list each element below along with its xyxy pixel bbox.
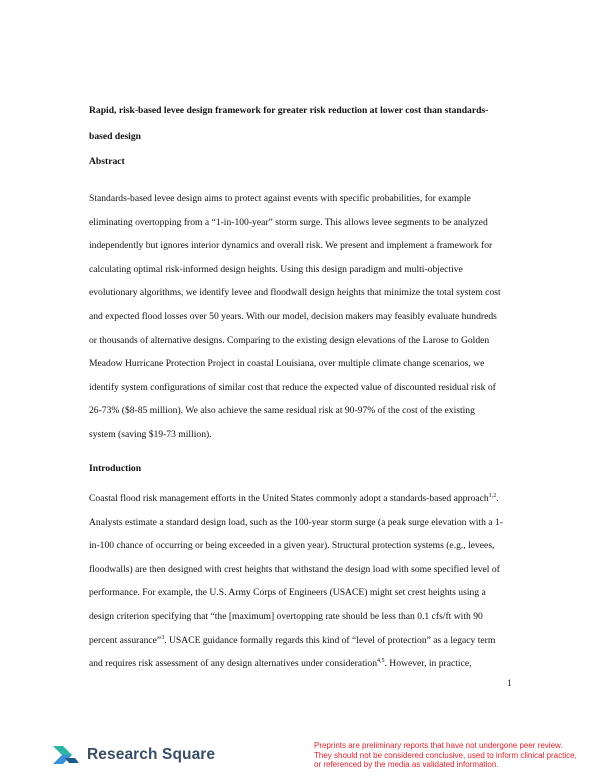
citation-superscript: 1,2 [488, 492, 497, 499]
research-square-logo-icon [51, 744, 81, 770]
intro-text: . However, in practice, [384, 658, 472, 670]
abstract-line: independently but ignores interior dynamics and overall risk. We present and implement a framework for [89, 240, 493, 252]
abstract-line: 26-73% ($8-85 million). We also achieve the same residual risk at 90-97% of the cost of the existing [89, 405, 475, 417]
paper-title [89, 98, 519, 149]
intro-line: performance. For example, the U.S. Army Corps of Engineers (USACE) might set crest heights using a [89, 587, 486, 599]
intro-text: percent assurance” [89, 634, 162, 646]
intro-text: and requires risk assessment of any design alternatives under consideration [89, 658, 377, 670]
intro-line: in-100 chance of occurring or being exceeded in a given year). Structural protection systems (e.g., levees, [89, 540, 495, 552]
abstract-line: evolutionary algorithms, we identify levee and floodwall design heights that minimize the total system cost [89, 287, 501, 299]
abstract-body [89, 187, 501, 447]
abstract-line: or thousands of alternative designs. Comparing to the existing design elevations of the Larose to Golden [89, 334, 490, 346]
citation-superscript: 4,5 [377, 657, 385, 664]
introduction-body [89, 487, 503, 676]
introduction-heading: Introduction [89, 463, 142, 474]
brand-name: Research Square [87, 746, 216, 763]
intro-line: design criterion specifying that “the [maximum] overtopping rate should be less than 0.1 cfs/ft with 90 [89, 610, 483, 622]
disclaimer-line: or referenced by the media as validated information. [314, 760, 499, 770]
abstract-line: and expected flood losses over 50 years. With our model, decision makers may feasibly evaluate hundreds [89, 310, 497, 322]
intro-line [89, 652, 503, 676]
intro-text: . [496, 493, 499, 504]
abstract-line: system (saving $19-73 million). [89, 428, 212, 440]
intro-line [89, 487, 503, 511]
disclaimer-line: Preprints are preliminary reports that have not undergone peer review. [314, 741, 563, 750]
intro-line [89, 629, 503, 653]
abstract-line: Standards-based levee design aims to protect against events with specific probabilities, for example [89, 193, 471, 204]
abstract-line: calculating optimal risk-informed design heights. Using this design paradigm and multi-objective [89, 263, 463, 275]
preprint-disclaimer [314, 741, 599, 770]
abstract-heading: Abstract [89, 156, 125, 167]
intro-text: Coastal flood risk management efforts in the United States commonly adopt a standards-based approach [89, 493, 489, 504]
abstract-line: identify system configurations of similar cost that reduce the expected value of discounted residual risk of [89, 381, 496, 393]
abstract-line: Meadow Hurricane Protection Project in coastal Louisiana, over multiple climate change scenarios, we [89, 358, 485, 370]
preprint-footer [0, 732, 600, 776]
citation-superscript: 3 [161, 634, 165, 641]
page-number: 1 [507, 678, 512, 689]
intro-line: Analysts estimate a standard design load, such as the 100-year storm surge (a peak surge elevation with a 1- [89, 516, 503, 528]
disclaimer-line: They should not be considered conclusive, used to inform clinical practice, [314, 750, 577, 760]
title-line: Rapid, risk-based levee design framework for greater risk reduction at lower cost than standards- [89, 105, 489, 116]
abstract-line: eliminating overtopping from a “1-in-100-year” storm surge. This allows levee segments to be analyzed [89, 216, 488, 228]
intro-text: . USACE guidance formally regards this kind of “level of protection” as a legacy term [164, 634, 496, 646]
intro-line: floodwalls) are then designed with crest heights that withstand the design load with some specified level of [89, 563, 500, 575]
title-line: based design [89, 130, 141, 142]
